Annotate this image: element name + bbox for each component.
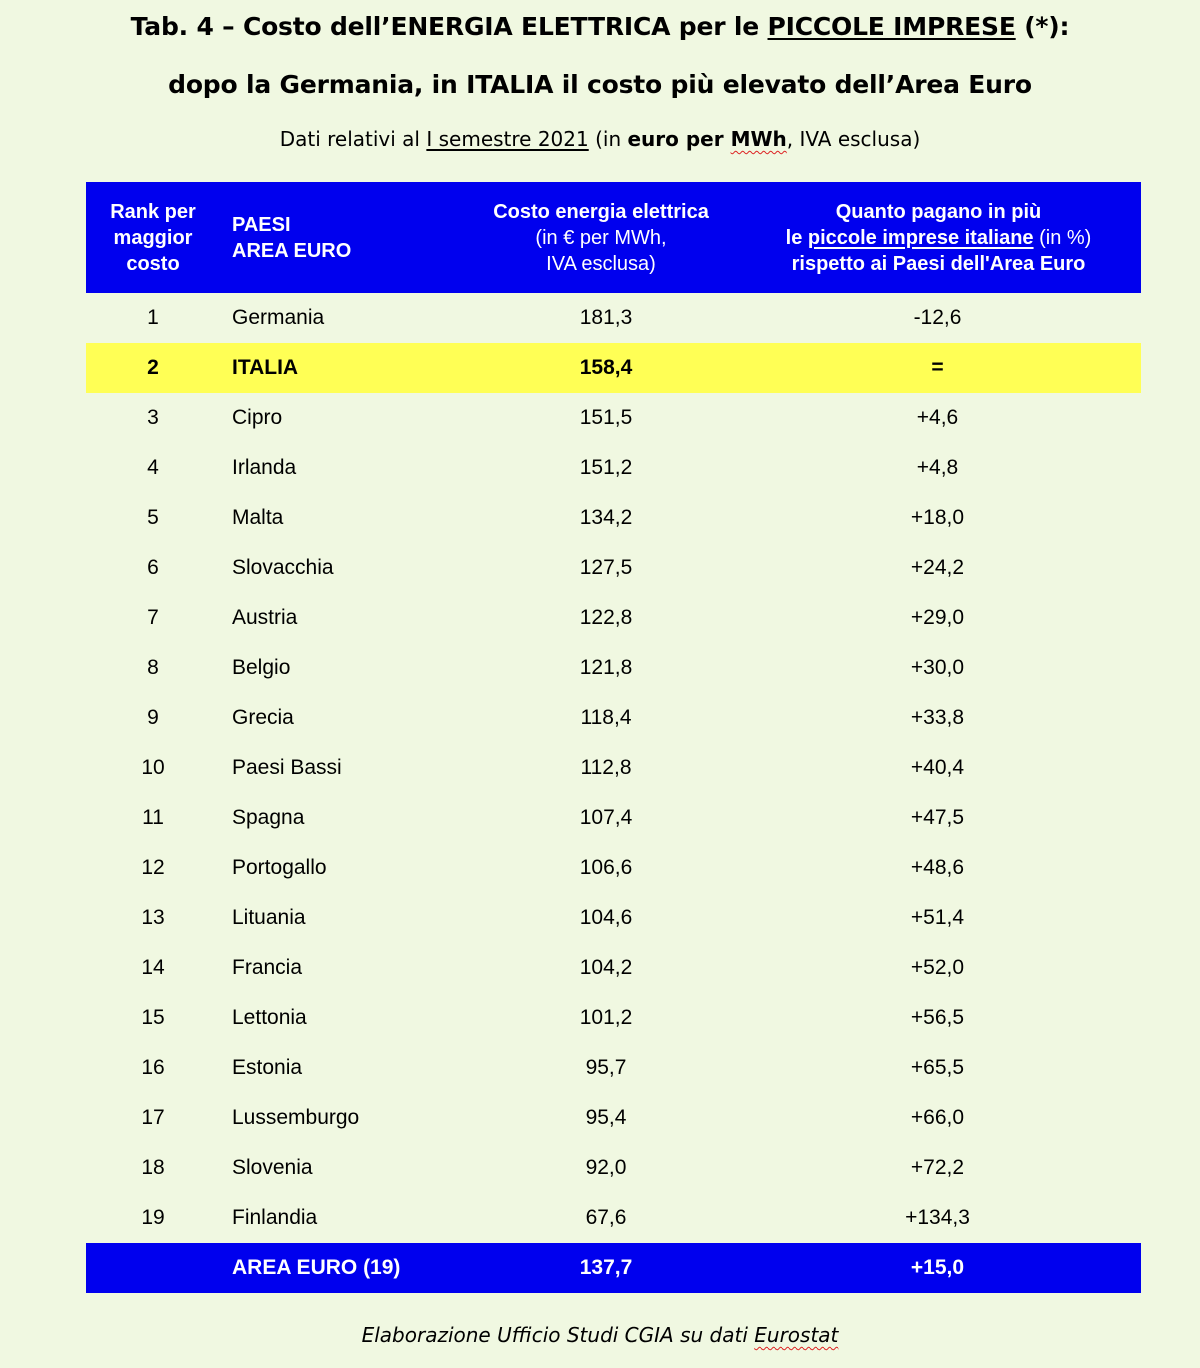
cell-rank: 18: [141, 1156, 165, 1179]
cell-cost: 134,2: [579, 506, 633, 529]
cell-rank: 6: [147, 556, 159, 579]
cell-country: Portogallo: [232, 856, 327, 879]
cell-cost: 151,5: [579, 406, 633, 429]
cell-diff: +33,8: [910, 706, 965, 729]
cell-diff: +65,5: [910, 1056, 965, 1079]
cell-cost: 118,4: [580, 706, 632, 729]
cell-diff: +4,8: [916, 456, 959, 479]
header-cost-line: Costo energia elettrica: [493, 200, 709, 223]
cell-cost: 95,4: [585, 1106, 627, 1129]
table-row: [86, 543, 1141, 593]
header-country-line: AREA EURO: [232, 239, 352, 262]
cell-rank: 14: [141, 956, 165, 979]
table-row: [86, 293, 1141, 343]
table-row: [86, 943, 1141, 993]
header-rank-line: maggior: [113, 226, 193, 249]
cell-rank: 11: [142, 806, 164, 829]
cell-cost: 107,4: [579, 806, 633, 829]
header-diff-line: Quanto pagano in più: [835, 200, 1042, 223]
table-title-line-1: [0, 12, 1200, 41]
cell-diff: +18,0: [910, 506, 965, 529]
cell-diff: =: [736, 343, 1141, 393]
cell-rank: 17: [141, 1106, 165, 1129]
title-underlined-piccole-imprese: PICCOLE IMPRESE: [767, 12, 1016, 41]
table-subtitle: [0, 127, 1200, 151]
cell-diff: -12,6: [913, 306, 962, 329]
cell-country: Lussemburgo: [232, 1106, 360, 1129]
cell-cost: 127,5: [579, 556, 633, 579]
cell-country: Lettonia: [232, 1006, 307, 1029]
cell-country: Belgio: [232, 656, 291, 679]
energy-cost-table: [86, 182, 1141, 1293]
cell-cost: 104,2: [579, 956, 633, 979]
cell-cost: 112,8: [580, 756, 632, 779]
header-rank-line: costo: [126, 252, 180, 275]
cell-rank: 12: [141, 856, 165, 879]
cell-country: Austria: [232, 606, 298, 629]
header-diff-post: (in %): [1033, 226, 1092, 249]
footer-prefix: Elaborazione Ufficio Studi CGIA su dati: [361, 1323, 755, 1347]
cell-rank: 2: [86, 343, 220, 393]
table-row: [86, 1193, 1141, 1243]
cell-country: Francia: [232, 956, 303, 979]
cell-rank: 15: [141, 1006, 165, 1029]
table-row: [86, 1093, 1141, 1143]
table-row: [86, 393, 1141, 443]
subtitle-prefix: Dati relativi al: [279, 127, 427, 151]
cell-diff: +72,2: [910, 1156, 965, 1179]
table-row: [86, 793, 1141, 843]
cell-cost: 158,4: [466, 343, 736, 393]
cell-country: Estonia: [232, 1056, 303, 1079]
cell-country: Slovenia: [232, 1156, 313, 1179]
header-diff-line: rispetto ai Paesi dell'Area Euro: [791, 252, 1086, 275]
cell-diff: +48,6: [910, 856, 965, 879]
table-header-row: [86, 182, 1141, 293]
table-row: [86, 1143, 1141, 1193]
cell-cost: 95,7: [585, 1056, 627, 1079]
cell-diff: +30,0: [910, 656, 965, 679]
cell-cost: 121,8: [579, 656, 633, 679]
header-cost: [466, 182, 736, 293]
table-row-italia-highlight: [86, 343, 1141, 393]
header-rank-line: Rank per: [110, 200, 196, 223]
header-cost-line: IVA esclusa): [546, 252, 656, 275]
cell-rank: 19: [141, 1206, 165, 1229]
header-diff: [736, 182, 1141, 293]
table-row: [86, 643, 1141, 693]
table-row: [86, 1043, 1141, 1093]
cell-country: Paesi Bassi: [232, 756, 342, 779]
cell-diff: +47,5: [910, 806, 965, 829]
cell-country: ITALIA: [220, 343, 466, 393]
cell-country: Finlandia: [232, 1206, 318, 1229]
cell-diff: +4,6: [916, 406, 959, 429]
cell-rank: 4: [147, 456, 159, 479]
header-diff-underlined: piccole imprese italiane: [807, 226, 1034, 249]
cell-cost: 122,8: [579, 606, 633, 629]
cell-country: Slovacchia: [232, 556, 334, 579]
cell-diff: +66,0: [910, 1106, 965, 1129]
subtitle-period: I semestre 2021: [426, 127, 589, 151]
cell-country: Lituania: [232, 906, 306, 929]
header-diff-line-2: [736, 225, 1141, 251]
cell-rank: 5: [147, 506, 159, 529]
cell-rank: [86, 1243, 220, 1293]
cell-rank: 3: [147, 406, 159, 429]
cell-diff: +51,4: [910, 906, 965, 929]
table-row: [86, 593, 1141, 643]
subtitle-unit-mwh: MWh: [730, 127, 787, 151]
cell-diff: +15,0: [736, 1243, 1141, 1293]
header-diff-pre: le: [785, 226, 808, 249]
title-suffix: (*):: [1015, 12, 1070, 41]
footer-source: Eurostat: [754, 1323, 839, 1347]
cell-rank: 1: [147, 306, 159, 329]
cell-cost: 67,6: [585, 1206, 627, 1229]
cell-country: Germania: [232, 306, 325, 329]
subtitle-unit-bold: euro per: [627, 127, 731, 151]
cell-rank: 10: [141, 756, 165, 779]
cell-rank: 9: [147, 706, 159, 729]
table-row: [86, 843, 1141, 893]
cell-rank: 16: [141, 1056, 165, 1079]
header-country-line: PAESI: [232, 213, 291, 236]
cell-country: Grecia: [232, 706, 294, 729]
cell-rank: 13: [141, 906, 165, 929]
cell-cost: 137,7: [466, 1243, 736, 1293]
cell-cost: 151,2: [579, 456, 633, 479]
table-row: [86, 993, 1141, 1043]
cell-rank: 8: [147, 656, 159, 679]
cell-diff: +56,5: [910, 1006, 965, 1029]
table-title-line-2: dopo la Germania, in ITALIA il costo più elevato dell’Area Euro: [168, 70, 1032, 99]
table-row: [86, 443, 1141, 493]
cell-diff: +134,3: [905, 1206, 970, 1229]
cell-country: Irlanda: [232, 456, 297, 479]
source-footer: [0, 1323, 1200, 1347]
table-row: [86, 693, 1141, 743]
cell-rank: 7: [147, 606, 159, 629]
cell-diff: +24,2: [910, 556, 965, 579]
cell-country: AREA EURO (19): [220, 1243, 466, 1293]
table-total-row: [86, 1243, 1141, 1293]
header-rank: [86, 182, 220, 293]
cell-country: Spagna: [232, 806, 305, 829]
cell-diff: +40,4: [910, 756, 965, 779]
cell-country: Malta: [232, 506, 284, 529]
title-prefix: Tab. 4 – Costo dell’ENERGIA ELETTRICA per le: [130, 12, 768, 41]
header-cost-line: (in € per MWh,: [535, 226, 667, 249]
subtitle-open: (in: [588, 127, 628, 151]
cell-cost: 104,6: [579, 906, 633, 929]
subtitle-suffix: , IVA esclusa): [786, 127, 921, 151]
table-row: [86, 893, 1141, 943]
cell-cost: 181,3: [579, 306, 633, 329]
header-country: [220, 182, 466, 293]
cell-cost: 92,0: [585, 1156, 627, 1179]
table-row: [86, 743, 1141, 793]
cell-cost: 101,2: [579, 1006, 633, 1029]
cell-diff: +52,0: [910, 956, 965, 979]
table-row: [86, 493, 1141, 543]
cell-country: Cipro: [232, 406, 283, 429]
cell-diff: +29,0: [910, 606, 965, 629]
cell-cost: 106,6: [579, 856, 633, 879]
